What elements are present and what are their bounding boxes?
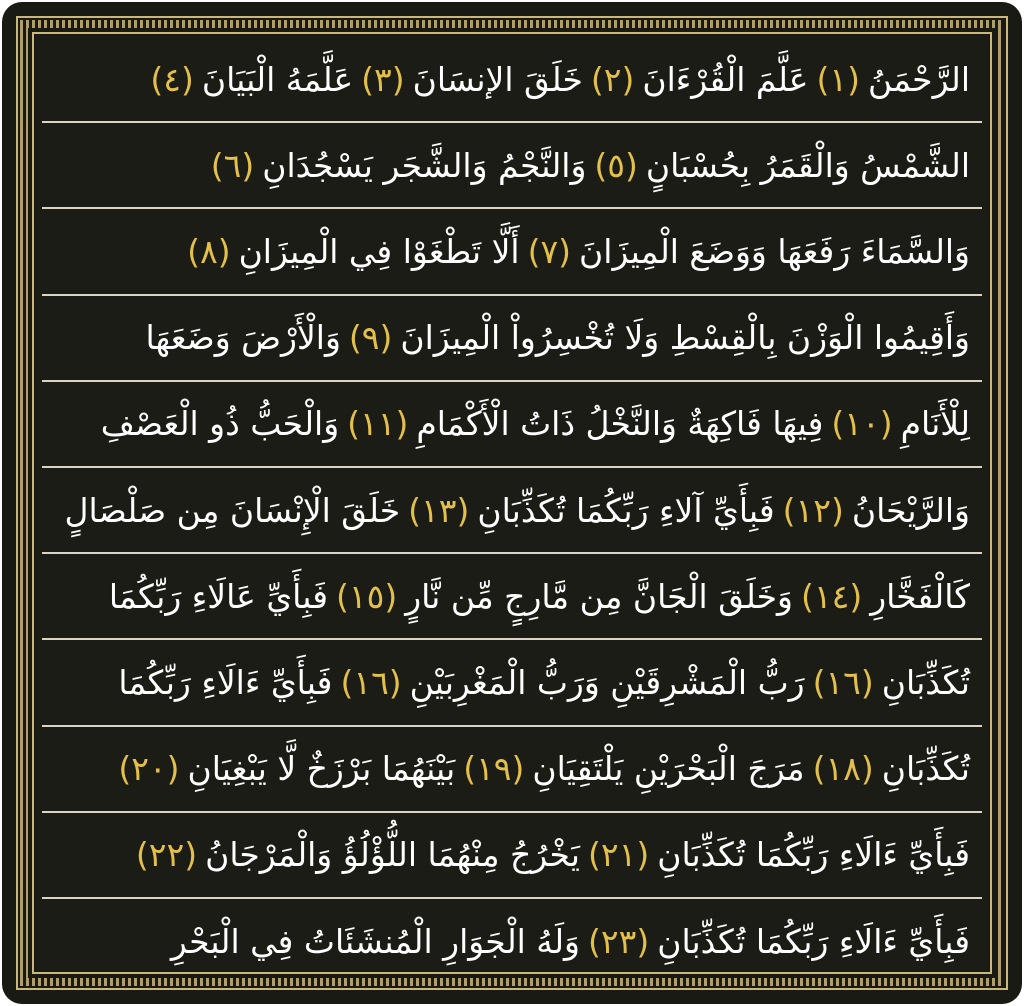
verse-number: (٤)	[150, 59, 194, 99]
verse-text: يَخْرُجُ مِنْهُمَا اللُّؤْلُؤُ وَالْمَرْجَانُ	[205, 835, 580, 875]
verse-text: لِلْأَنَامِ	[900, 404, 970, 444]
verse-text: فَبِأَيِّ ءَالَاءِ رَبِّكُمَا تُكَذِّبَانِ	[657, 835, 970, 875]
verse-number: (٨)	[187, 231, 231, 271]
verse-number: (١٥)	[335, 576, 398, 616]
verse-line	[42, 467, 982, 553]
verse-text: فَبِأَيِّ ءَالَاءِ رَبِّكُمَا تُكَذِّبَانِ	[657, 921, 970, 961]
verse-text: كَالْفَخَّارِ	[870, 576, 970, 616]
verse-number: (١٤)	[800, 576, 863, 616]
verse-line	[42, 639, 982, 725]
verse-number: (٢١)	[588, 835, 650, 875]
verse-text: تُكَذِّبَانِ	[881, 749, 970, 789]
verse-text: الشَّمْسُ وَالْقَمَرُ بِحُسْبَانٍ	[645, 145, 970, 185]
verse-text: تُكَذِّبَانِ	[881, 662, 970, 702]
verses-panel	[36, 36, 988, 970]
verse-number: (١٩)	[463, 749, 525, 789]
verse-number: (٦)	[210, 145, 255, 185]
verse-text: الرَّحْمَنُ	[867, 59, 970, 99]
verse-text: فِيهَا فَاكِهَةٌ وَالنَّخْلُ ذَاتُ الْأَكْمَامِ	[416, 404, 824, 444]
verse-number: (٢)	[590, 59, 635, 99]
verse-number: (٢٠)	[118, 749, 180, 789]
verse-lines-container	[36, 36, 988, 970]
verse-text: وَالْأَرْضَ وَضَعَهَا	[145, 318, 341, 358]
verse-number: (٥)	[594, 145, 638, 185]
verse-text: وَخَلَقَ الْجَانَّ مِن مَّارِجٍ مِّن نَّارٍ	[405, 576, 793, 616]
verse-text: وَأَقِيمُوا الْوَزْنَ بِالْقِسْطِ وَلَا تُخْسِرُواْ الْمِيزَانَ	[400, 318, 970, 358]
verse-text: وَلَهُ الْجَوَارِ الْمُنشَئَاتُ فِي الْبَحْرِ	[170, 921, 580, 961]
verse-number: (١٠)	[831, 404, 893, 444]
verse-number: (١١)	[347, 404, 409, 444]
verse-line	[42, 295, 982, 381]
verse-line	[42, 726, 982, 812]
verse-number: (٢٢)	[135, 835, 198, 875]
verse-number: (١٢)	[782, 490, 844, 530]
verse-line	[42, 898, 982, 984]
quran-verses-board	[2, 2, 1022, 1004]
verse-text: فَبِأَيِّ آلاءِ رَبِّكُمَا تُكَذِّبَانِ	[477, 490, 775, 530]
verse-number: (١)	[816, 59, 860, 99]
verse-text: خَلَقَ الْإِنْسَانَ مِن صَلْصَالٍ	[64, 490, 401, 530]
verse-number: (٩)	[348, 318, 393, 358]
verse-text: رَبُّ الْمَشْرِقَيْنِ وَرَبُّ الْمَغْرِبَيْنِ	[409, 662, 805, 702]
verse-text: فَبِأَيِّ ءَالَاءِ رَبِّكُمَا	[118, 662, 333, 702]
verse-text: وَالْحَبُّ ذُو الْعَصْفِ	[100, 404, 340, 444]
verse-line	[42, 812, 982, 898]
verse-text: مَرَجَ الْبَحْرَيْنِ يَلْتَقِيَانِ	[532, 749, 805, 789]
verse-number: (١٨)	[812, 749, 874, 789]
verse-line	[42, 36, 982, 122]
verse-line	[42, 122, 982, 208]
verse-number: (١٦)	[340, 662, 402, 702]
verse-line	[42, 553, 982, 639]
verse-text: وَالنَّجْمُ وَالشَّجَر يَسْجُدَانِ	[262, 145, 587, 185]
verse-text: فَبِأَيِّ عَالَاءِ رَبِّكُمَا	[108, 576, 328, 616]
verse-text: وَالسَّمَاءَ رَفَعَهَا وَوَضَعَ الْمِيزَانَ	[579, 231, 970, 271]
verse-text: عَلَّمَهُ الْبَيَانَ	[201, 59, 354, 99]
verse-number: (٣)	[361, 59, 405, 99]
verse-line	[42, 381, 982, 467]
verse-text: بَيْنَهُمَا بَرْزَخٌ لَّا يَبْغِيَانِ	[187, 749, 456, 789]
verse-number: (٧)	[527, 231, 572, 271]
verse-text: خَلَقَ الإنسَانَ	[412, 59, 583, 99]
verse-number: (١٣)	[408, 490, 470, 530]
verse-text: وَالرَّيْحَانُ	[851, 490, 970, 530]
verse-line	[42, 208, 982, 294]
verse-text: أَلَّا تَطْغَوْا فِي الْمِيزَانِ	[238, 231, 520, 271]
verse-number: (١٦)	[812, 662, 874, 702]
verse-text: عَلَّمَ الْقُرْءَانَ	[642, 59, 809, 99]
verse-number: (٢٣)	[588, 921, 650, 961]
